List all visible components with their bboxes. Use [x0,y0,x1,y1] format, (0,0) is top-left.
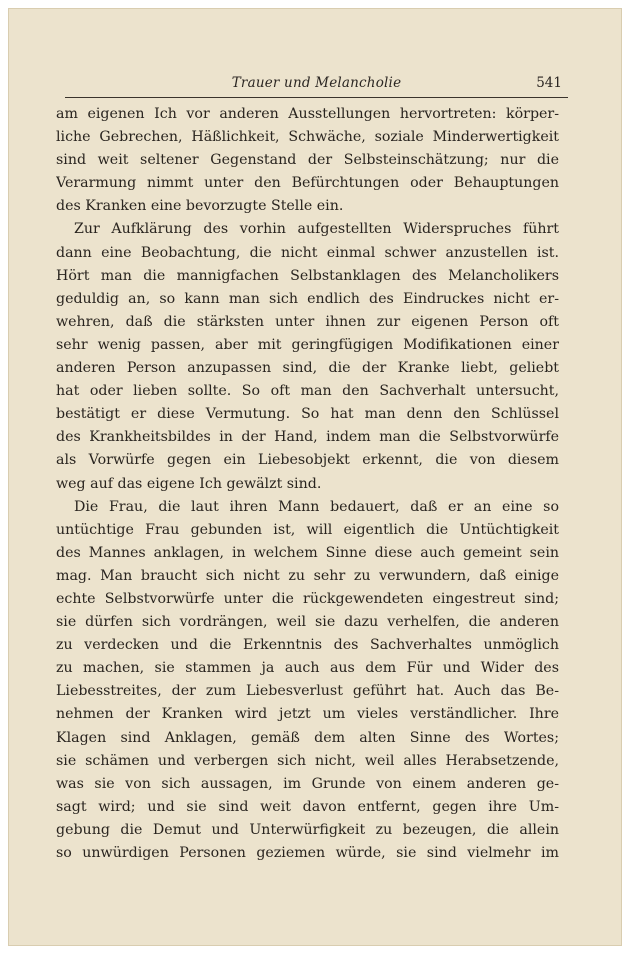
text-line: wehren, daß die stärksten unter ihnen zur eigenen Person oft [56,313,559,330]
text-line: am eigenen Ich vor anderen Ausstellungen hervortreten: körper- [56,106,559,122]
text-line: geduldig an, so kann man sich endlich des Eindruckes nicht er- [56,290,559,307]
text-line: anderen Person anzupassen sind, die der Kranke liebt, geliebt [56,360,559,377]
text-line: untüchtige Frau gebunden ist, will eigentlich die Untüchtigkeit [56,521,559,538]
text-line: bestätigt er diese Vermutung. So hat man denn den Schlüssel [56,406,559,423]
text-line: so unwürdigen Personen geziemen würde, sie sind vielmehr im [56,845,559,861]
text-line: zu verdecken und die Erkenntnis des Sachverhaltes unmöglich [56,637,559,654]
text-line: mag. Man braucht sich nicht zu sehr zu verwundern, daß einige [56,567,559,584]
text-line: Liebesstreites, der zum Liebesverlust geführt hat. Auch das Be- [56,683,559,700]
text-line: nehmen der Kranken wird jetzt um vieles verständlicher. Ihre [56,706,559,723]
text-line: als Vorwürfe gegen ein Liebesobjekt erkennt, die von diesem [56,452,559,469]
page-number: 541 [536,75,562,91]
text-line: Die Frau, die laut ihren Mann bedauert, daß er an eine so [74,498,559,515]
text-line: des Krankheitsbildes in der Hand, indem man die Selbstvorwürfe [56,429,559,446]
text-line: sehr wenig passen, aber mit geringfügigen Modifikationen einer [56,336,559,353]
text-line: Zur Aufklärung des vorhin aufgestellten Widerspruches führt [74,221,559,238]
text-line: Hört man die mannigfachen Selbstanklagen des Melancholikers [56,267,559,284]
text-line: des Mannes anklagen, in welchem Sinne diese auch gemeint sein [56,544,559,561]
header-rule [65,97,568,98]
running-header [65,75,568,101]
text-line: weg auf das eigene Ich gewälzt sind. [56,475,322,492]
text-line: sagt wird; und sie sind weit davon entfernt, gegen ihre Um- [56,798,559,815]
text-line: des Kranken eine bevorzugte Stelle ein. [56,198,344,215]
text-line: zu machen, sie stammen ja auch aus dem Für und Wider des [56,660,559,677]
text-line: sie schämen und verbergen sich nicht, weil alles Herabsetzende, [56,752,559,769]
text-line: dann eine Beobachtung, die nicht einmal schwer anzustellen ist. [56,244,559,261]
text-line: sind weit seltener Gegenstand der Selbsteinschätzung; nur die [56,152,559,169]
text-line: liche Gebrechen, Häßlichkeit, Schwäche, soziale Minderwertigkeit [56,129,559,146]
text-line: was sie von sich aussagen, im Grunde von einem anderen ge- [56,775,559,792]
text-line: Verarmung nimmt unter den Befürchtungen oder Behauptungen [56,175,559,192]
text-line: echte Selbstvorwürfe unter die rückgewendeten eingestreut sind; [56,590,559,607]
text-line: Klagen sind Anklagen, gemäß dem alten Sinne des Wortes; [56,729,559,746]
text-line: sie dürfen sich vordrängen, weil sie dazu verhelfen, die anderen [56,614,559,631]
running-title: Trauer und Melancholie [231,75,402,91]
text-line: hat oder lieben sollte. So oft man den Sachverhalt untersucht, [56,383,559,400]
body-text [56,103,559,865]
text-line: gebung die Demut und Unterwürfigkeit zu bezeugen, die allein [56,821,559,838]
